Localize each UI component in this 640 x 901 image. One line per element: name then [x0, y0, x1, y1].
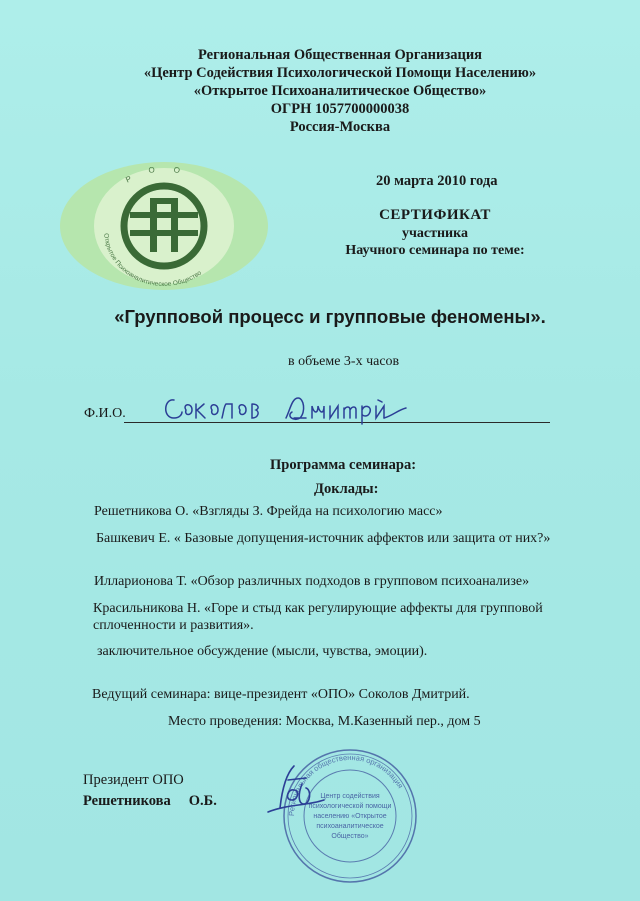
- certificate-subtitle: участника: [402, 226, 468, 241]
- president-initials: О.Б.: [188, 793, 217, 809]
- president-title: Президент ОПО: [83, 772, 184, 788]
- report-item: заключительное обсуждение (мысли, чувства, эмоции).: [97, 644, 428, 659]
- program-title: Программа семинара:: [270, 457, 417, 473]
- report-item: Илларионова Т. «Обзор различных подходов в групповом психоанализе»: [94, 574, 530, 589]
- certificate-date: 20 марта 2010 года: [376, 173, 498, 189]
- report-item: Башкевич Е. « Базовые допущения-источник аффектов или защита от них?»: [96, 531, 551, 546]
- report-item: Решетникова О. «Взгляды З. Фрейда на психологию масс»: [94, 504, 443, 519]
- header-line-2: «Центр Содействия Психологической Помощи Населению»: [143, 65, 537, 81]
- seal-ring-text: Региональная общественная организация: [286, 752, 406, 817]
- header-line-1: Региональная Общественная Организация: [197, 47, 483, 63]
- header-line-3: «Открытое Психоаналитическое Общество»: [193, 83, 487, 99]
- handwritten-name: [160, 390, 430, 431]
- reports-title: Доклады:: [314, 481, 379, 497]
- organization-header: [100, 46, 580, 136]
- logo-ring-bottom-text: Открытое Психоаналитическое Общество: [102, 232, 203, 289]
- president-surname: Решетникова: [83, 793, 171, 809]
- seminar-volume: в объеме 3-х часов: [288, 354, 400, 369]
- seal-text-line: населению «Открытое: [313, 813, 387, 820]
- seminar-leader: Ведущий семинара: вице-президент «ОПО» Соколов Дмитрий.: [92, 687, 470, 702]
- seminar-place: Место проведения: Москва, М.Казенный пер., дом 5: [168, 714, 481, 729]
- logo-ring-top-text: РОО: [124, 164, 199, 185]
- fio-label: Ф.И.О.: [84, 406, 126, 421]
- organization-logo: [58, 160, 270, 297]
- seal-text-line: Общество»: [331, 833, 369, 840]
- seal-text-line: психоаналитическое: [316, 823, 384, 830]
- seminar-topic: «Групповой процесс и групповые феномены».: [114, 306, 546, 327]
- header-line-5: Россия-Москва: [289, 119, 391, 135]
- report-item: Красильникова Н. «Горе и стыд как регулирующие аффекты для групповой сплоченности и развития».: [93, 601, 543, 633]
- president-signature: [258, 760, 338, 835]
- seal-text-line: психологической помощи: [308, 803, 392, 810]
- header-line-4: ОГРН 1057700000038: [270, 101, 410, 117]
- seal-text-line: Центр содействия: [320, 793, 380, 800]
- certificate-title-block: [320, 205, 550, 260]
- certificate-subtitle-2: Научного семинара по теме:: [345, 243, 525, 258]
- president-name: [83, 793, 217, 810]
- certificate-title: СЕРТИФИКАТ: [379, 207, 491, 223]
